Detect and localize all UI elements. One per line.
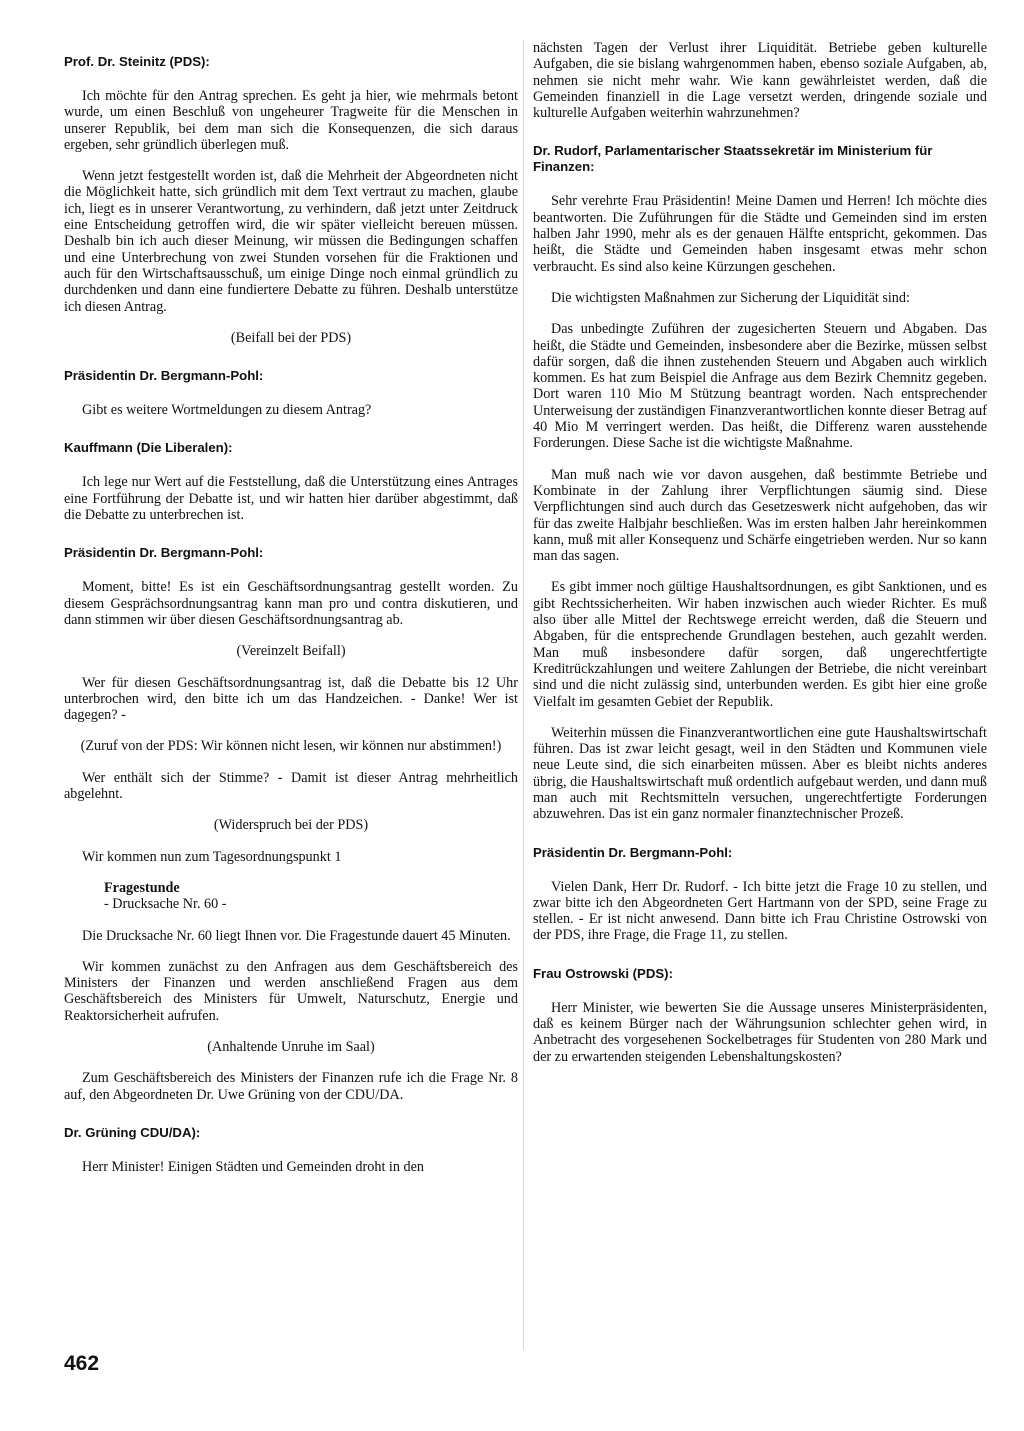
paragraph: Moment, bitte! Es ist ein Geschäftsordnungsantrag gestellt worden. Zu diesem Gesprächsordnungsantrag kann man pro und contra diskutieren, und dann stimmen wir über diesen Geschäftsordnungsantrag ab. — [64, 579, 518, 628]
interjection: (Anhaltende Unruhe im Saal) — [207, 1038, 375, 1055]
paragraph: Es gibt immer noch gültige Haushaltsordnungen, es gibt Sanktionen, und es gibt Rechtssicherheiten. Wir haben inzwischen auch wieder Richter. Es muß also über alle Mittel der Rechtswege erreicht werden, daß die Steuern und Abgaben, für die entsprechende Grundlagen bestehen, auch gezahlt werden. Man muß insbesondere dafür sorgen, daß ungerechtfertigte Kreditrückzahlungen und weitere Zahlungen der Betriebe, die nicht vereinbart sind und die nicht zulässig sind, unterbunden werden. Es gibt hier eine große Vielfalt im gesamten Gebiet der Republik. — [533, 579, 987, 710]
paragraph: Herr Minister! Einigen Städten und Gemeinden droht in den — [82, 1158, 424, 1175]
paragraph: Wer für diesen Geschäftsordnungsantrag ist, daß die Debatte bis 12 Uhr unterbrochen wird, den bitte ich um das Handzeichen. - Danke! Wer ist dagegen? - — [64, 674, 518, 724]
paragraph: Herr Minister, wie bewerten Sie die Aussage unseres Ministerpräsidenten, daß es keinem Bürger nach der Währungsunion schlechter gehen wird, in Anbetracht des vorgesehenen Sockelbetrages für Studenten von 280 Mark und der zu erwartenden steigenden Lebenshaltungskosten? — [533, 999, 987, 1065]
paragraph: Sehr verehrte Frau Präsidentin! Meine Damen und Herren! Ich möchte dies beantworten. Die Zuführungen für die Städte und Gemeinden sind im ersten halben Jahr 1990, mehr als es der genauen Hälfte entspricht, gekommen. Das heißt, die Städte und Gemeinden haben insgesamt etwas mehr schon verbraucht. Es sind also keine Kürzungen geschehen. — [533, 193, 987, 275]
column-divider — [523, 40, 524, 1350]
paragraph: Ich lege nur Wert auf die Feststellung, daß die Unterstützung eines Antrages eine Fortführung der Debatte ist, und wir hatten hier darüber abgestimmt, daß die Debatte zu unterbrechen ist. — [64, 474, 518, 524]
agenda-item-subtitle: - Drucksache Nr. 60 - — [104, 896, 227, 913]
paragraph: Wir kommen nun zum Tagesordnungspunkt 1 — [82, 848, 342, 865]
page-number: 462 — [64, 1352, 100, 1375]
paragraph: Zum Geschäftsbereich des Ministers der Finanzen rufe ich die Frage Nr. 8 auf, den Abgeordneten Dr. Uwe Grüning von der CDU/DA. — [64, 1070, 518, 1103]
paragraph: Wir kommen zunächst zu den Anfragen aus dem Geschäftsbereich des Ministers der Finanzen und werden anschließend Fragen aus dem Geschäftsbereich des Ministers für Umwelt, Naturschutz, Energie und Reaktorsicherheit aufrufen. — [64, 958, 518, 1024]
paragraph: Das unbedingte Zuführen der zugesicherten Steuern und Abgaben. Das heißt, die Städte und Gemeinden, insbesondere aber die Bezirke, müssen selbst dafür sorgen, daß die ihnen zustehenden Steuern und Abgaben auch wirklich kommen. Es hat zum Beispiel die Anfrage aus dem Bezirk Chemnitz gegeben. Dort waren 110 Mio M Stützung beantragt worden. Nach entsprechender Unterweisung der zuständigen Finanzverantwortlichen konnte dieser Betrag auf 40 Mio M verringert werden. Das heißt, die Differenz waren ausstehende Forderungen. Diese Sache ist die wichtigste Maßnahme. — [533, 321, 987, 452]
interjection: (Widerspruch bei der PDS) — [213, 817, 369, 834]
interjection: (Vereinzelt Beifall) — [236, 643, 346, 660]
paragraph: Ich möchte für den Antrag sprechen. Es geht ja hier, wie mehrmals betont wurde, um einen Beschluß von ungeheurer Tragweite für die Menschen in unserer Republik, bei dem man sich die Konsequenzen, die sich daraus ergeben, sehr gründlich überlegen muß. — [64, 88, 518, 153]
speaker-heading: Präsidentin Dr. Bergmann-Pohl: — [533, 844, 733, 860]
interjection: (Zuruf von der PDS: Wir können nicht lesen, wir können nur abstimmen!) — [80, 738, 502, 755]
speaker-heading: Dr. Rudorf, Parlamentarischer Staatssekretär im Ministerium für Finanzen: — [533, 143, 933, 175]
paragraph: Man muß nach wie vor davon ausgehen, daß bestimmte Betriebe und Kombinate in der Zahlung ihrer Verpflichtungen säumig sind. Diese Verpflichtungen sind auch durch das Gesetzeswerk nicht aufgehoben, das wir für das zweite Halbjahr beschließen. Was im ersten halben Jahr hereinkommen kann, muß mit aller Konsequenz und Schärfe eingetrieben werden. Nur so kann man das sagen. — [533, 466, 987, 565]
paragraph: Wer enthält sich der Stimme? - Damit ist dieser Antrag mehrheitlich abgelehnt. — [64, 769, 518, 803]
paragraph: Gibt es weitere Wortmeldungen zu diesem Antrag? — [82, 402, 372, 419]
speaker-heading: Dr. Grüning CDU/DA): — [64, 1124, 201, 1140]
paragraph: Wenn jetzt festgestellt worden ist, daß die Mehrheit der Abgeordneten nicht die Möglichkeit hatte, sich gründlich mit dem Text vertraut zu machen, glaube ich, liegt es in unserer Verantwortung, zu verhindern, daß jetzt unter Zeitdruck eine Entscheidung getroffen wird, die wir später vielleicht bereuen müssen. Deshalb bin ich auch dieser Meinung, wir müssen die Bedingungen schaffen und eine Unterbrechung von zwei Stunden vorsehen für die Fraktionen und auch für den Wirtschaftsausschuß, um einige Dinge noch einmal gründlich zu durchdenken und dann eine fundiertere Debatte zu führen. Deshalb unterstütze ich diesen Antrag. — [64, 168, 518, 315]
paragraph: Weiterhin müssen die Finanzverantwortlichen eine gute Haushaltswirtschaft führen. Das ist zwar leicht gesagt, weil in den Städten und Kommunen viele neue Leute sind, die sich einarbeiten müssen. Aber es bleibt nichts anderes übrig, die Haushaltswirtschaft muß ordentlich aufgebaut werden, und dann muß man auch mit Rechtsmitteln versuchen, ungerechtfertigte Forderungen abzuwehren. Das ist ein ganz normaler finanztechnischer Prozeß. — [533, 724, 987, 823]
paragraph: Die Drucksache Nr. 60 liegt Ihnen vor. Die Fragestunde dauert 45 Minuten. — [82, 927, 511, 944]
right-column — [533, 40, 987, 1080]
speaker-heading: Präsidentin Dr. Bergmann-Pohl: — [64, 545, 264, 561]
speaker-heading: Prof. Dr. Steinitz (PDS): — [64, 54, 210, 69]
paragraph: nächsten Tagen der Verlust ihrer Liquidität. Betriebe geben kulturelle Aufgaben, die sie bislang wahrgenommen haben, ebenso soziale Aufgaben, ab, nehmen sie nicht mehr wahr. Wie kann gewährleistet werden, daß die Gemeinden finanziell in die Lage versetzt werden, dringende soziale und kulturelle Aufgaben weiterhin wahrzunehmen? — [533, 40, 987, 122]
speaker-heading: Kauffmann (Die Liberalen): — [64, 440, 233, 456]
paragraph: Die wichtigsten Maßnahmen zur Sicherung der Liquidität sind: — [551, 289, 910, 306]
left-column — [64, 40, 518, 1190]
agenda-item — [64, 880, 518, 913]
speaker-heading: Frau Ostrowski (PDS): — [533, 965, 673, 981]
speaker-heading: Präsidentin Dr. Bergmann-Pohl: — [64, 368, 264, 384]
interjection: (Beifall bei der PDS) — [230, 329, 352, 346]
paragraph: Vielen Dank, Herr Dr. Rudorf. - Ich bitte jetzt die Frage 10 zu stellen, und zwar bitte ich den Abgeordneten Gert Hartmann von der SPD, seine Frage zu stellen. - Er ist nicht anwesend. Dann bitte ich Frau Christine Ostrowski von der PDS, ihre Frage, die Frage 11, zu stellen. — [533, 878, 987, 944]
agenda-item-title: Fragestunde — [104, 879, 180, 896]
